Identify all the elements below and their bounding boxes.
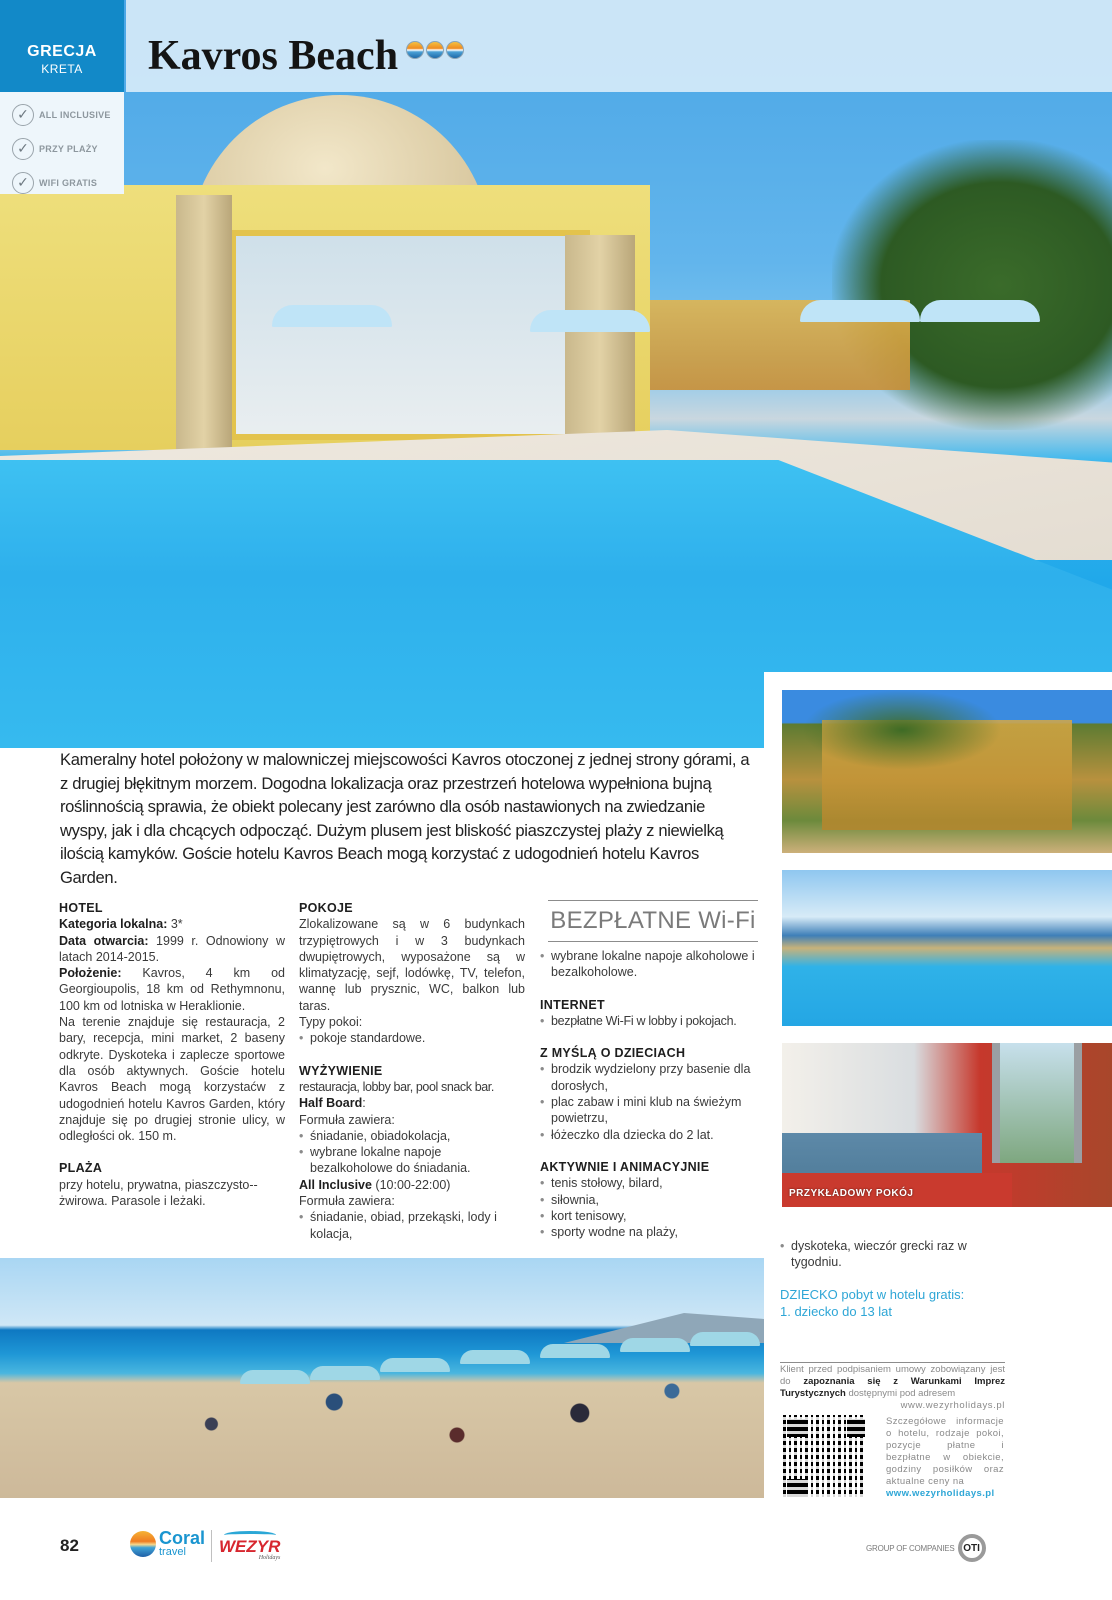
legal-notice xyxy=(780,1364,1005,1412)
room-types-label: Typy pokoi: xyxy=(299,1015,363,1030)
window xyxy=(992,1043,1082,1163)
section-heading-rooms: POKOJE xyxy=(299,901,353,915)
kids-item: • brodzik wydzielony przy basenie dla dorosłych, xyxy=(540,1061,766,1094)
photo-hotel-garden xyxy=(782,690,1112,853)
umbrella xyxy=(620,1338,690,1352)
pavilion-glass xyxy=(230,230,590,440)
wezyr-name: WEZYR xyxy=(219,1537,281,1556)
beachgoers xyxy=(150,1358,764,1468)
legal-url[interactable]: www.wezyrholidays.pl xyxy=(900,1400,1005,1411)
all-inclusive-item: • śniadanie, obiad, przekąski, lody i kolacja, xyxy=(299,1209,525,1242)
activity-item: • dyskoteka, wieczór grecki raz w tygodniu. xyxy=(780,1238,1000,1271)
room-caption: PRZYKŁADOWY POKÓJ xyxy=(789,1188,914,1199)
kids-item: • plac zabaw i mini klub na świeżym powietrzu, xyxy=(540,1094,766,1127)
section-heading-kids: Z MYŚLĄ O DZIECIACH xyxy=(540,1046,686,1061)
stone-pillar xyxy=(565,235,635,450)
value: Kavros, 4 km od Georgioupolis, 18 km od Rethymnonu, 100 km od lotniska w Heraklionie. xyxy=(59,966,285,1013)
column-rooms-food xyxy=(299,900,525,1242)
formula-label: Formuła zawiera: xyxy=(299,1194,395,1209)
hotel-title: Kavros Beach xyxy=(148,33,399,79)
photo-beach xyxy=(0,1258,764,1498)
photo-pool-sea xyxy=(782,870,1112,1026)
all-inclusive-item: • wybrane lokalne napoje alkoholowe i bezalkoholowe. xyxy=(540,948,766,981)
details-text: Szczegółowe informacje o hotelu, rodzaje pokoi, pozycje płatne i bezpłatne w obiekcie, godziny posiłków oraz aktualne ceny na xyxy=(886,1416,1004,1487)
beach-text: przy hotelu, prywatna, piaszczysto--żwirowa. Parasole i leżaki. xyxy=(59,1177,258,1209)
country-name: GRECJA xyxy=(27,43,97,60)
label: All Inclusive xyxy=(299,1177,372,1192)
legal-text: dostępnymi pod adresem xyxy=(845,1388,956,1399)
stone-pillar xyxy=(176,195,232,450)
feature-list xyxy=(0,92,124,194)
label: Half Board xyxy=(299,1096,363,1111)
column-amenities xyxy=(540,900,766,1240)
rating-sun-icon xyxy=(426,41,444,59)
wezyr-sub: Holidays xyxy=(258,1555,281,1561)
check-circle-icon: ✓ xyxy=(12,104,34,126)
feature-beach xyxy=(12,132,124,166)
umbrella xyxy=(540,1344,610,1358)
child-offer xyxy=(780,1287,1010,1320)
value: 1999 r. Odnowiony w latach 2014-2015. xyxy=(59,933,285,964)
wifi-banner xyxy=(548,900,758,942)
oti-group-logo xyxy=(866,1534,986,1562)
coral-logo-icon xyxy=(130,1531,156,1557)
activity-item: • tenis stołowy, bilard, xyxy=(540,1175,766,1191)
rating-sun-icon xyxy=(406,41,424,59)
qr-code[interactable] xyxy=(781,1413,867,1499)
half-board-item: • wybrane lokalne napoje bezalkoholowe do śniadania. xyxy=(299,1144,525,1177)
all-inclusive-label xyxy=(299,1177,525,1193)
legal-bold-text: zapoznania się z Warunkami Imprez Turystycznych xyxy=(780,1376,1005,1399)
label: Data otwarcia: xyxy=(59,933,149,948)
group-text: GROUP OF COMPANIES xyxy=(866,1543,955,1553)
feature-all-inclusive xyxy=(12,98,124,132)
feature-label: ALL INCLUSIVE xyxy=(39,110,111,120)
umbrella xyxy=(272,305,392,327)
feature-label: PRZY PLAŻY xyxy=(39,144,98,154)
feature-wifi xyxy=(12,166,124,200)
umbrella xyxy=(530,310,650,332)
hotel-location xyxy=(59,965,285,1014)
half-board-item: • śniadanie, obiadokolacja, xyxy=(299,1128,525,1144)
coral-name: Coral xyxy=(159,1528,206,1548)
kids-item: • łóżeczko dla dziecka do 2 lat. xyxy=(540,1127,766,1143)
divider xyxy=(780,1362,1005,1363)
coral-sub: travel xyxy=(159,1546,186,1558)
destination-badge xyxy=(0,0,124,92)
umbrella xyxy=(690,1332,760,1346)
rooms-text: Zlokalizowane są w 6 budynkach trzypiętrowych i w 3 budynkach dwupiętrowych, wyposażone są w klimatyzację, sejf, lodówkę, TV, telefon, wannę lub prysznic, WC, balkon lub taras. xyxy=(299,917,525,1013)
title-block xyxy=(148,30,466,82)
internet-item: • bezpłatne Wi-Fi w lobby i pokojach. xyxy=(540,1013,766,1029)
coral-travel-logo xyxy=(130,1530,205,1557)
label: Położenie: xyxy=(59,966,122,981)
logo-divider xyxy=(211,1530,212,1562)
umbrella xyxy=(920,300,1040,322)
value: 3* xyxy=(167,917,183,932)
child-offer-detail: 1. dziecko do 13 lat xyxy=(780,1303,893,1319)
vines xyxy=(802,690,1002,770)
section-heading-hotel: HOTEL xyxy=(59,901,103,915)
details-notice xyxy=(886,1416,1004,1500)
half-board-label xyxy=(299,1095,525,1111)
activity-item: • sporty wodne na plaży, xyxy=(540,1224,766,1240)
feature-label: WIFI GRATIS xyxy=(39,178,98,188)
hours: (10:00-22:00) xyxy=(371,1177,451,1192)
activity-item: • kort tenisowy, xyxy=(540,1208,766,1224)
hero-photo-pool xyxy=(0,0,1112,748)
wezyr-holidays-logo xyxy=(219,1531,280,1562)
coral-wordmark xyxy=(159,1530,205,1557)
suffix: : xyxy=(362,1096,366,1111)
section-heading-food: WYŻYWIENIE xyxy=(299,1063,383,1078)
column-hotel xyxy=(59,900,285,1209)
wifi-banner-text: BEZPŁATNE Wi-Fi xyxy=(550,906,756,934)
rating-sun-icon xyxy=(446,41,464,59)
oti-logo-icon: OTI xyxy=(958,1534,986,1562)
umbrella xyxy=(800,300,920,322)
hotel-description: Na terenie znajduje się restauracja, 2 bary, recepcja, mini market, 2 baseny odkryte. Dyskoteka i zaplecze sportowe dla osób aktywnych. Goście hotelu Kavros Beach mogą korzystaćw z udogodnień hotelu Kavros Garden, który znajduje się po drugiej stronie ulicy, w odległości ok. 150 m. xyxy=(59,1015,285,1144)
activity-item: • siłownia, xyxy=(540,1192,766,1208)
check-circle-icon: ✓ xyxy=(12,172,34,194)
photo-room xyxy=(782,1043,1112,1207)
hotel-opened xyxy=(59,933,285,966)
check-circle-icon: ✓ xyxy=(12,138,34,160)
hotel-category xyxy=(59,916,285,932)
room-type-item: • pokoje standardowe. xyxy=(299,1030,525,1046)
details-url[interactable]: www.wezyrholidays.pl xyxy=(886,1488,995,1499)
child-offer-title: DZIECKO pobyt w hotelu gratis: xyxy=(780,1287,965,1302)
page-number: 82 xyxy=(60,1536,79,1555)
star-rating xyxy=(406,41,466,59)
section-heading-internet: INTERNET xyxy=(540,997,605,1012)
label: Kategoria lokalna: xyxy=(59,917,168,932)
column-activities-cont xyxy=(780,1238,1000,1271)
intro-paragraph: Kameralny hotel położony w malowniczej miejscowości Kavros otoczonej z jednej strony górami, a z drugiej błękitnym morzem. Dogodna lokalizacja oraz przestrzeń hotelowa wypełniona bujną roślinnością sprawia, że obiekt polecany jest zarówno dla osób nastawionych na zwiedzanie wyspy, jak i dla chcących odpocząć. Dużym plusem jest bliskość piaszczystej plaży z niewielką ilością kamyków. Goście hotelu Kavros Beach mogą korzystać z udogodnień hotelu Kavros Garden. xyxy=(60,750,750,887)
formula-label: Formuła zawiera: xyxy=(299,1112,395,1127)
section-heading-activities: AKTYWNIE I ANIMACYJNIE xyxy=(540,1159,710,1174)
region-name: KRETA xyxy=(41,62,83,76)
food-text: restauracja, lobby bar, pool snack bar. xyxy=(299,1079,494,1094)
legal-text: Klient przed podpisaniem umowy zobowiązany jest do xyxy=(780,1364,1005,1387)
section-heading-beach: PLAŻA xyxy=(59,1161,103,1176)
